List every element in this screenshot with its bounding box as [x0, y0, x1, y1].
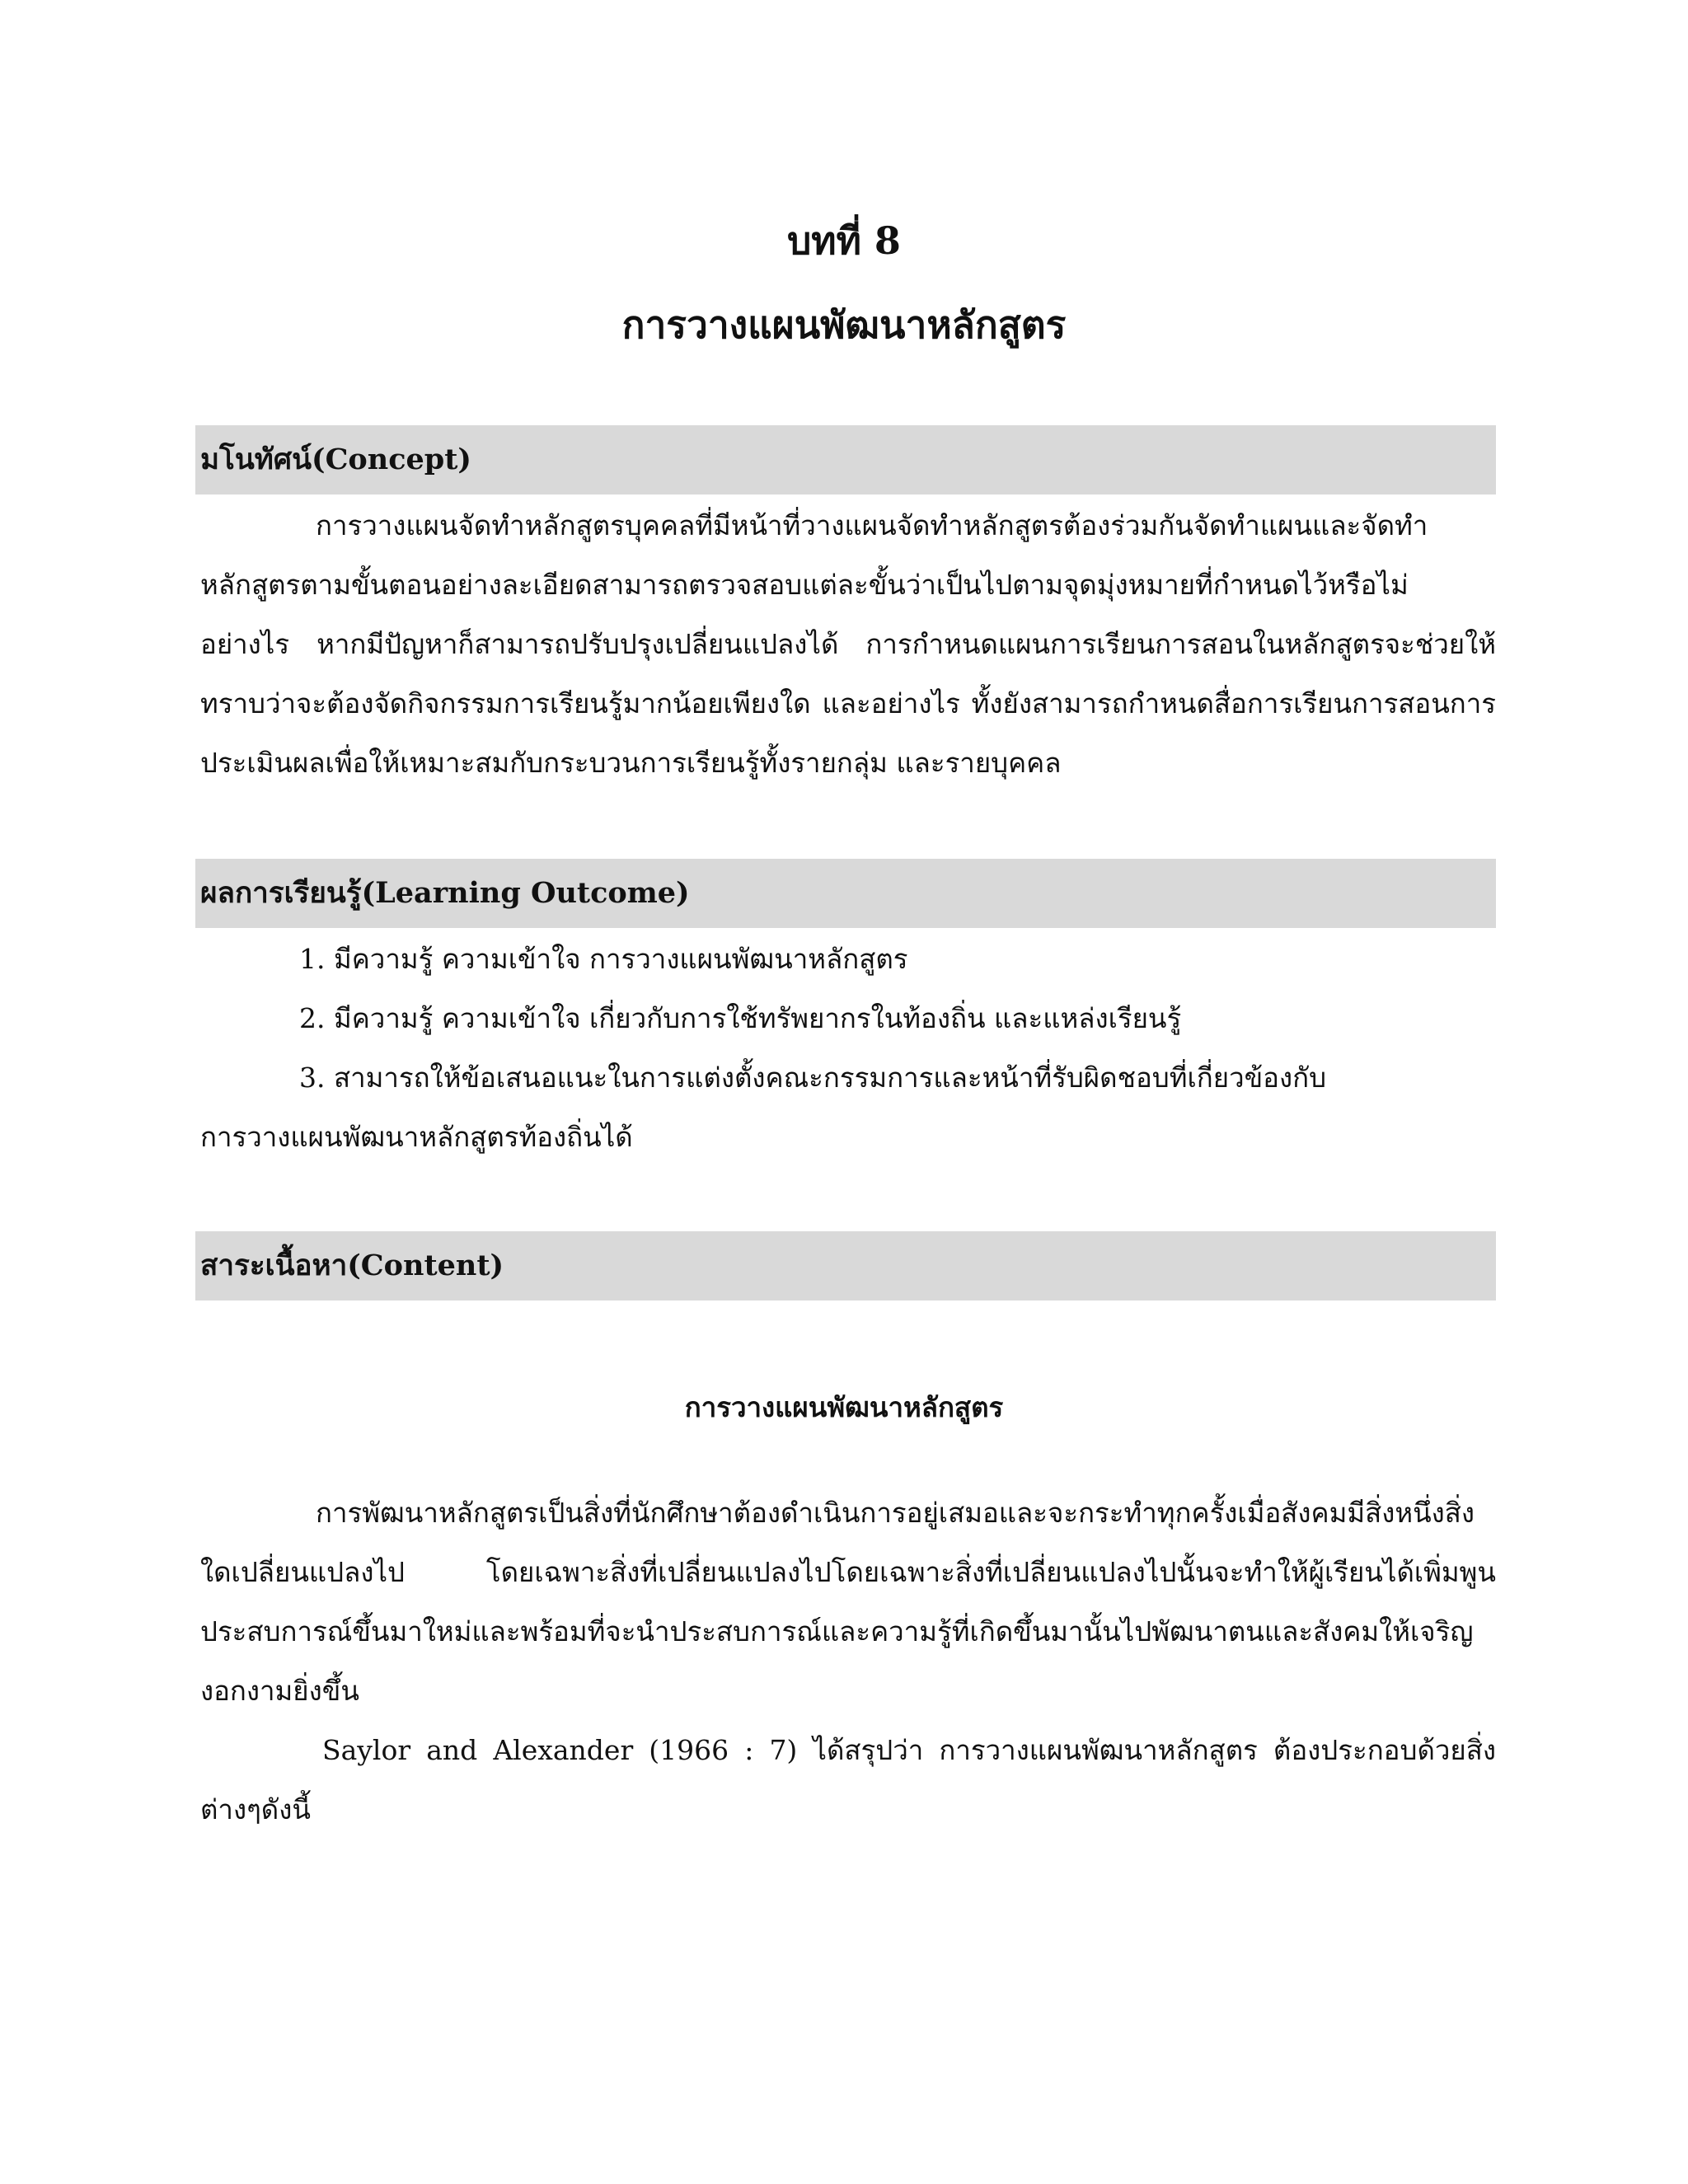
content-subheading: การวางแผนพัฒนาหลักสูตร	[684, 1391, 1004, 1423]
outcomes-list	[200, 930, 1496, 1167]
concept-body	[200, 496, 1496, 793]
content-section-heading: สาระเนื้อหา(Content)	[195, 1231, 1496, 1301]
concept-paragraph: การวางแผนจัดทำหลักสูตรบุคคลที่มีหน้าที่วางแผนจัดทำหลักสูตรต้องร่วมกันจัดทำแผนและจัดทำหลักสูตรตามขั้นตอนอย่างละเอียดสามารถตรวจสอบแต่ละขั้นว่าเป็นไปตามจุดมุ่งหมายที่กำหนดไว้หรือไม่อย่างไร หากมีปัญหาก็สามารถปรับปรุงเปลี่ยนแปลงได้ การกำหนดแผนการเรียนการสอนในหลักสูตรจะช่วยให้ทราบว่าจะต้องจัดกิจกรรมการเรียนรู้มากน้อยเพียงใด และอย่างไร ทั้งยังสามารถกำหนดสื่อการเรียนการสอนการประเมินผลเพื่อให้เหมาะสมกับกระบวนการเรียนรู้ทั้งรายกลุ่ม และรายบุคคล	[200, 509, 1496, 779]
content-body	[200, 1483, 1496, 1840]
chapter-title: บทที่ 8	[787, 218, 901, 263]
outcome-item-1: 1. มีความรู้ ความเข้าใจ การวางแผนพัฒนาหลักสูตร	[299, 943, 908, 975]
concept-section-heading: มโนทัศน์(Concept)	[195, 425, 1496, 494]
content-paragraph-1: การพัฒนาหลักสูตรเป็นสิ่งที่นักศึกษาต้องดำเนินการอยู่เสมอและจะกระทำทุกครั้งเมื่อสังคมมีสิ่งหนึ่งสิ่งใดเปลี่ยนแปลงไป โดยเฉพาะสิ่งที่เปลี่ยนแปลงไปโดยเฉพาะสิ่งที่เปลี่ยนแปลงไปนั้นจะทำให้ผู้เรียนได้เพิ่มพูนประสบการณ์ขึ้นมาใหม่และพร้อมที่จะนำประสบการณ์และความรู้ที่เกิดขึ้นมานั้นไปพัฒนาตนและสังคมให้เจริญงอกงามยิ่งขึ้น	[200, 1497, 1496, 1707]
content-paragraph-2: Saylor and Alexander (1966 : 7) ได้สรุปว่า การวางแผนพัฒนาหลักสูตร ต้องประกอบด้วยสิ่งต่างๆดังนี้	[200, 1734, 1496, 1825]
outcome-item-2: 2. มีความรู้ ความเข้าใจ เกี่ยวกับการใช้ทรัพยากรในท้องถิ่น และแหล่งเรียนรู้	[299, 1002, 1182, 1034]
outcome-item-3: 3. สามารถให้ข้อเสนอแนะในการแต่งตั้งคณะกรรมการและหน้าที่รับผิดชอบที่เกี่ยวข้องกับ	[299, 1062, 1327, 1094]
outcome-item-3-continuation: การวางแผนพัฒนาหลักสูตรท้องถิ่นได้	[200, 1121, 633, 1153]
outcomes-section-heading: ผลการเรียนรู้(Learning Outcome)	[195, 859, 1496, 928]
chapter-subtitle: การวางแผนพัฒนาหลักสูตร	[621, 302, 1067, 347]
